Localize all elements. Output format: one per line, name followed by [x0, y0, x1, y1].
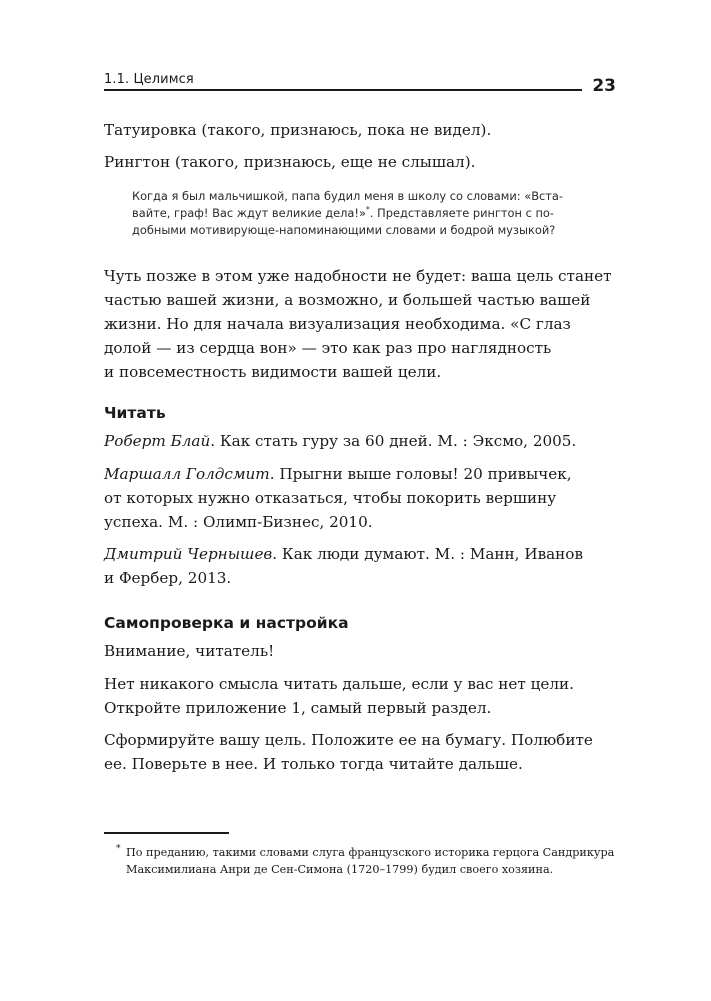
quote-line: вайте, граф! Вас ждут великие дела!»*. Представляете рингтон с по- [132, 205, 554, 220]
section-heading-read: Читать [104, 404, 166, 422]
header-rule [104, 89, 582, 91]
section-heading-self-check: Самопроверка и настройка [104, 614, 349, 632]
page-header [104, 72, 616, 98]
quote-line: добными мотивирующе-напоминающими словами и бодрой музыкой? [132, 223, 556, 237]
reference-author: Роберт Блай [104, 432, 211, 450]
paragraph-line: долой — из сердца вон» — это как раз про наглядность [104, 339, 552, 357]
footnote-rule [104, 832, 229, 834]
self-check-paragraph: Внимание, читатель! [104, 642, 275, 660]
reference-chernyshev: Дмитрий Чернышев. Как люди думают. М. : Манн, Иванов и Фербер, 2013. [104, 545, 583, 587]
reference-author: Маршалл Голдсмит [104, 465, 270, 483]
paragraph-line: частью вашей жизни, а возможно, и большей частью вашей [104, 291, 591, 309]
intro-line-tattoo: Татуировка (такого, признаюсь, пока не видел). [104, 121, 492, 139]
running-head: 1.1. Целимся [104, 72, 194, 87]
footnote-line: Максимилиана Анри де Сен-Симона (1720–1799) будил своего хозяина. [126, 863, 554, 876]
intro-line-ringtone: Рингтон (такого, признаюсь, еще не слышал). [104, 153, 476, 171]
footnote-marker: * [116, 844, 121, 854]
reference-author: Дмитрий Чернышев [104, 545, 273, 563]
paragraph-visualization [104, 264, 612, 384]
paragraph-line: Чуть позже в этом уже надобности не будет: ваша цель станет [104, 267, 612, 285]
reference-bly: Роберт Блай. Как стать гуру за 60 дней. М. : Эксмо, 2005. [104, 432, 577, 450]
self-check-paragraph: Сформируйте вашу цель. Положите ее на бумагу. Полюбите ее. Поверьте в нее. И только тогда читайте дальше. [104, 731, 593, 773]
paragraph-line: жизни. Но для начала визуализация необходима. «С глаз [104, 315, 571, 333]
quote-block [132, 188, 562, 239]
footnote-line: По преданию, такими словами слуга французского историка герцога Сандрикура [126, 846, 615, 859]
quote-line: Когда я был мальчишкой, папа будил меня в школу со словами: «Вста- [132, 189, 563, 203]
self-check-paragraph: Нет никакого смысла читать дальше, если у вас нет цели. Откройте приложение 1, самый первый раздел. [104, 675, 574, 717]
footnote [116, 844, 615, 878]
paragraph-line: и повсеместность видимости вашей цели. [104, 363, 442, 381]
reference-goldsmith: Маршалл Голдсмит. Прыгни выше головы! 20 привычек, от которых нужно отказаться, чтобы покорить вершину успеха. М. : Олимп-Бизнес, 2010. [104, 465, 572, 531]
footnote-reference: * [365, 205, 370, 215]
page-number: 23 [592, 76, 616, 96]
